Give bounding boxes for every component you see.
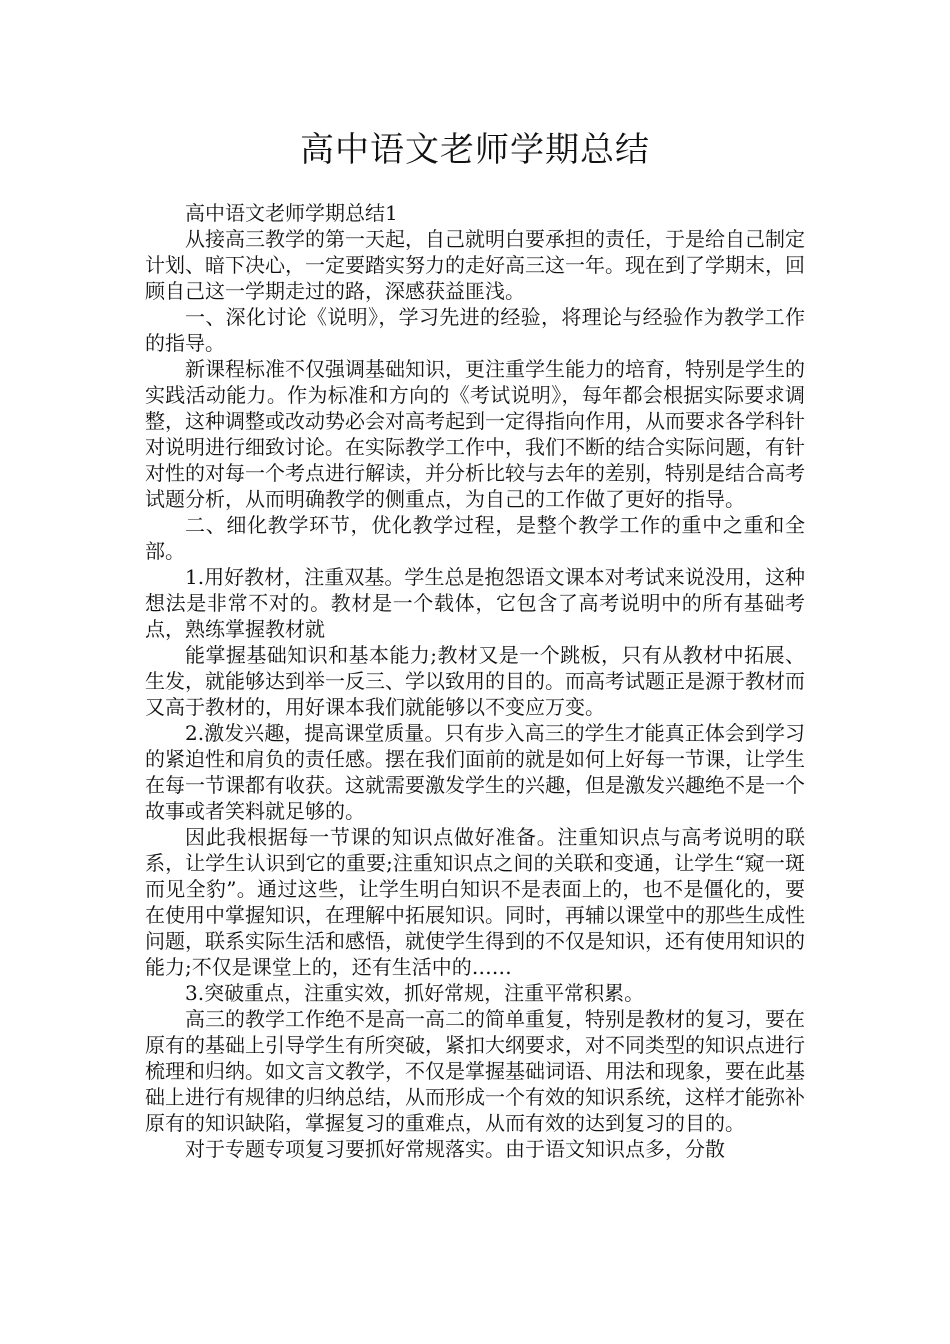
document-body [145,200,805,1162]
paragraph: 对于专题专项复习要抓好常规落实。由于语文知识点多，分散 [185,1137,725,1161]
paragraph: 高三的教学工作绝不是高一高二的简单重复，特别是教材的复习，要在原有的基础上引导学生有所突破，紧扣大纲要求，对不同类型的知识点进行梳理和归纳。如文言文教学，不仅是掌握基础词语、用法和现象，要在此基础上进行有规律的归纳总结，从而形成一个有效的知识系统，这样才能弥补原有的知识缺陷，掌握复习的重难点，从而有效的达到复习的目的。 [145,1007,805,1135]
paragraph-heading-3: 3.突破重点，注重实效，抓好常规，注重平常积累。 [185,981,645,1005]
paragraph: 2.激发兴趣，提高课堂质量。只有步入高三的学生才能真正体会到学习的紧迫性和肩负的责任感。摆在我们面前的就是如何上好每一节课，让学生在每一节课都有收获。这就需要激发学生的兴趣，但是激发兴趣绝不是一个故事或者笑料就足够的。 [145,721,805,823]
paragraph-heading-1: 一、深化讨论《说明》，学习先进的经验，将理论与经验作为教学工作的指导。 [145,305,805,355]
paragraph: 能掌握基础知识和基本能力;教材又是一个跳板，只有从教材中拓展、生发，就能够达到举一反三、学以致用的目的。而高考试题正是源于教材而又高于教材的，用好课本我们就能够以不变应万变。 [145,643,805,719]
document-title: 高中语文老师学期总结 [300,130,650,170]
paragraph: 从接高三教学的第一天起，自己就明白要承担的责任，于是给自己制定计划、暗下决心，一定要踏实努力的走好高三这一年。现在到了学期末，回顾自己这一学期走过的路，深感获益匪浅。 [145,227,805,303]
paragraph: 因此我根据每一节课的知识点做好准备。注重知识点与高考说明的联系，让学生认识到它的重要;注重知识点之间的关联和变通，让学生“窥一斑而见全豹”。通过这些，让学生明白知识不是表面上的，也不是僵化的，要在使用中掌握知识，在理解中拓展知识。同时，再辅以课堂中的那些生成性问题，联系实际生活和感悟，就使学生得到的不仅是知识，还有使用知识的能力;不仅是课堂上的，还有生活中的…… [145,825,805,979]
paragraph: 新课程标准不仅强调基础知识，更注重学生能力的培育，特别是学生的实践活动能力。作为标准和方向的《考试说明》，每年都会根据实际要求调整，这种调整或改动势必会对高考起到一定得指向作用，从而要求各学科针对说明进行细致讨论。在实际教学工作中，我们不断的结合实际问题，有针对性的对每一个考点进行解读，并分析比较与去年的差别，特别是结合高考试题分析，从而明确教学的侧重点，为自己的工作做了更好的指导。 [145,357,805,511]
paragraph-subtitle: 高中语文老师学期总结1 [185,201,398,225]
paragraph-heading-2: 二、细化教学环节，优化教学过程，是整个教学工作的重中之重和全部。 [145,513,805,563]
paragraph: 1.用好教材，注重双基。学生总是抱怨语文课本对考试来说没用，这种想法是非常不对的。教材是一个载体，它包含了高考说明中的所有基础考点，熟练掌握教材就 [145,565,805,641]
